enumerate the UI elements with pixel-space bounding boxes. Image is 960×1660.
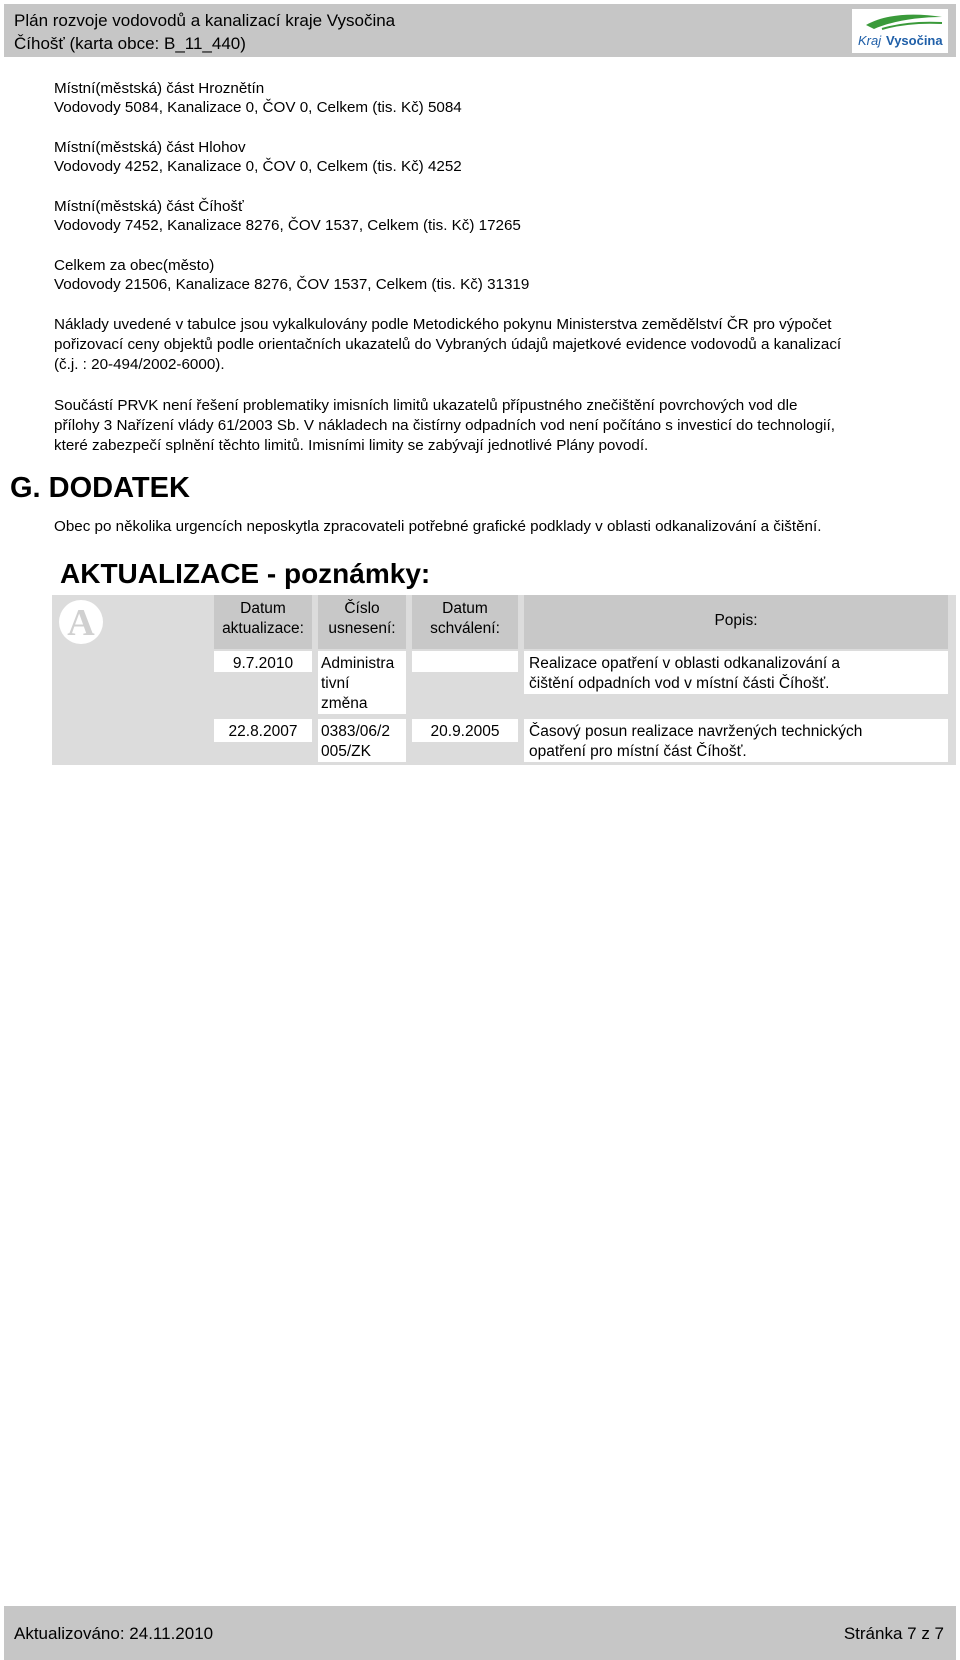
- cell-line: čištění odpadních vod v místní části Číhošť.: [529, 675, 830, 692]
- cell-line: opatření pro místní část Číhošť.: [529, 743, 747, 760]
- row1-popis: [524, 651, 948, 694]
- costs-note: [54, 315, 954, 375]
- document-title: Plán rozvoje vodovodů a kanalizací kraje Vysočina: [14, 11, 396, 30]
- section-title: Místní(městská) část Hroznětín: [54, 80, 265, 97]
- cell-line: Administra: [321, 655, 395, 672]
- cell-line: tivní: [321, 675, 350, 692]
- section-hroznetin: [54, 79, 954, 117]
- note-line: Součástí PRVK není řešení problematiky imisních limitů ukazatelů přípustného znečištění povrchových vod dle: [54, 397, 798, 414]
- note-line: (č.j. : 20-494/2002-6000).: [54, 356, 225, 373]
- aktualizace-badge-icon: [56, 597, 106, 647]
- col-header-datum-aktualizace: [214, 595, 312, 649]
- note-line: Náklady uvedené v tabulce jsou vykalkulovány podle Metodického pokynu Ministerstva zemědělství ČR pro výpočet: [54, 316, 832, 333]
- row2-cislo-usneseni: [318, 719, 406, 762]
- section-costs: Vodovody 4252, Kanalizace 0, ČOV 0, Celkem (tis. Kč) 4252: [54, 158, 462, 175]
- cell-line: Časový posun realizace navržených technických: [529, 723, 863, 740]
- header-line: Datum: [240, 600, 286, 617]
- document-subtitle: Číhošť (karta obce: B_11_440): [14, 34, 246, 53]
- aktualizace-table: [52, 595, 956, 765]
- col-header-datum-schvaleni: [412, 595, 518, 649]
- row2-datum-schvaleni: 20.9.2005: [412, 719, 518, 742]
- cell-line: 0383/06/2: [321, 723, 390, 740]
- dodatek-text: [54, 517, 954, 537]
- cell-line: 005/ZK: [321, 743, 371, 760]
- page-footer: [4, 1606, 956, 1660]
- header-line: Popis:: [714, 612, 758, 629]
- col-header-popis: [524, 595, 948, 649]
- row1-datum-aktualizace: 9.7.2010: [214, 651, 312, 672]
- aktualizace-heading: AKTUALIZACE - poznámky:: [60, 558, 431, 589]
- section-title: Místní(městská) část Hlohov: [54, 139, 246, 156]
- note-line: přílohy 3 Nařízení vlády 61/2003 Sb. V nákladech na čistírny odpadních vod není počítáno s investicí do technologií,: [54, 417, 835, 434]
- note-line: pořizovací ceny objektů podle orientačních ukazatelů do Vybraných údajů majetkové evidence vodovodů a kanalizací: [54, 336, 842, 353]
- section-costs: Vodovody 21506, Kanalizace 8276, ČOV 1537, Celkem (tis. Kč) 31319: [54, 276, 530, 293]
- row1-datum-schvaleni: [412, 651, 518, 672]
- note-line: které zabezpečí splnění těchto limitů. Imisními limity se zabývají jednotlivé Plány povodí.: [54, 437, 649, 454]
- page-header: [4, 4, 956, 57]
- limits-note: [54, 396, 954, 456]
- dodatek-heading: G. DODATEK: [10, 472, 190, 504]
- section-cihost: [54, 197, 954, 235]
- section-costs: Vodovody 5084, Kanalizace 0, ČOV 0, Celkem (tis. Kč) 5084: [54, 99, 462, 116]
- section-costs: Vodovody 7452, Kanalizace 8276, ČOV 1537, Celkem (tis. Kč) 17265: [54, 217, 521, 234]
- page-number: Stránka 7 z 7: [843, 1624, 944, 1643]
- section-title: Místní(městská) část Číhošť: [54, 198, 244, 215]
- header-line: aktualizace:: [222, 620, 304, 637]
- svg-text:Vysočina: Vysočina: [886, 33, 943, 48]
- section-hlohov: [54, 138, 954, 176]
- row2-datum-aktualizace: 22.8.2007: [214, 719, 312, 742]
- col-header-cislo-usneseni: [318, 595, 406, 649]
- section-celkem: [54, 256, 954, 294]
- cell-line: změna: [321, 695, 368, 712]
- row1-cislo-usneseni: [318, 651, 406, 714]
- dodatek-line: Obec po několika urgencích neposkytla zpracovateli potřebné grafické podklady v oblasti odkanalizování a čištění.: [54, 518, 822, 535]
- cell-line: Realizace opatření v oblasti odkanalizování a: [529, 655, 841, 672]
- header-line: usnesení:: [328, 620, 396, 637]
- row2-popis: [524, 719, 948, 762]
- header-line: schválení:: [430, 620, 500, 637]
- svg-text:Kraj: Kraj: [858, 33, 882, 48]
- kraj-vysocina-logo: [852, 9, 948, 53]
- section-title: Celkem za obec(město): [54, 257, 215, 274]
- header-line: Číslo: [344, 600, 380, 617]
- updated-date: Aktualizováno: 24.11.2010: [14, 1624, 214, 1643]
- header-line: Datum: [442, 600, 488, 617]
- badge-letter: A: [67, 602, 95, 644]
